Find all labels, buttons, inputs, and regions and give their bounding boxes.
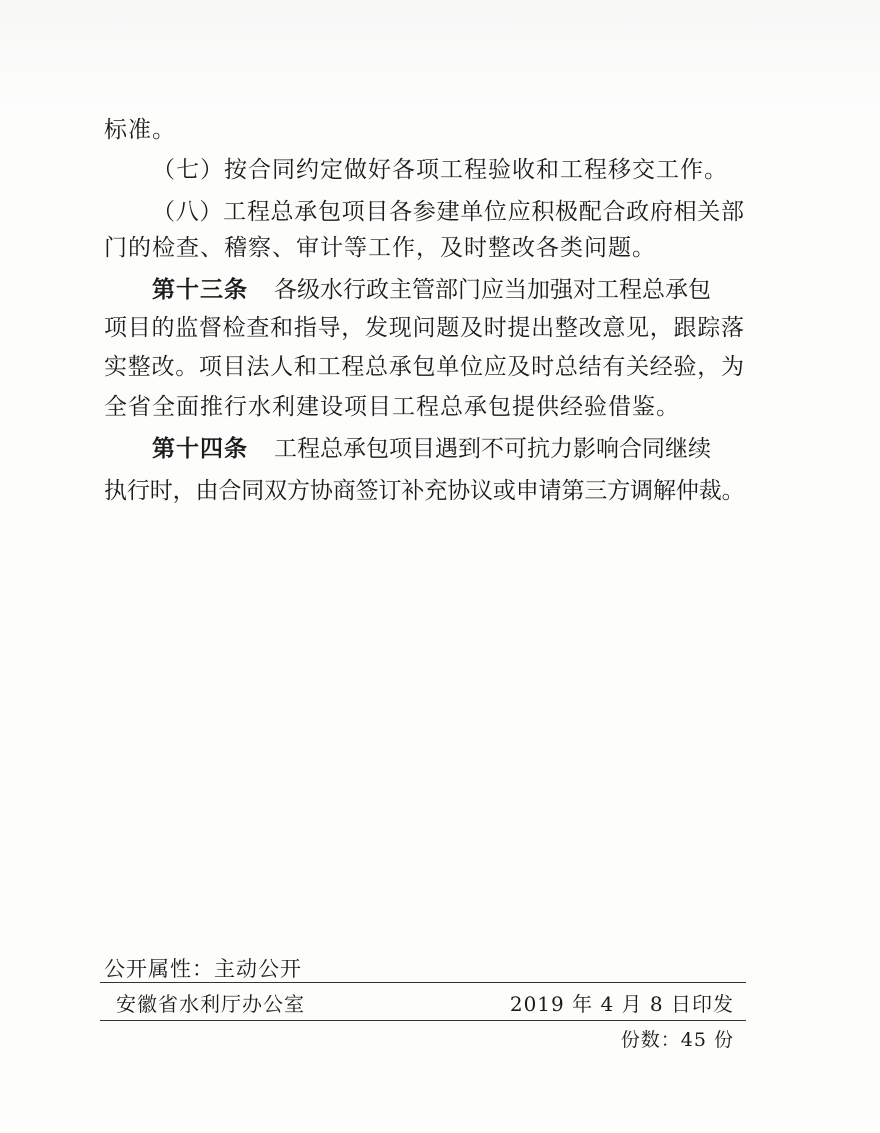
article-13-line-3: 实整改。项目法人和工程总承包单位应及时总结有关经验，为 [104, 354, 744, 380]
footer-bottom-rule [100, 1020, 746, 1021]
article-14-text: 工程总承包项目遇到不可抗力影响合同继续 [274, 436, 711, 462]
copy-count: 份数：45 份 [620, 1029, 734, 1051]
item-8-line-1: （八）工程总承包项目各参建单位应积极配合政府相关部 [152, 199, 744, 225]
article-13-line-2: 项目的监督检查和指导，发现问题及时提出整改意见，跟踪落 [104, 315, 744, 341]
issuing-office: 安徽省水利厅办公室 [116, 992, 305, 1016]
item-8-line-2: 门的检查、稽察、审计等工作，及时整改各类问题。 [104, 235, 656, 261]
article-13-text: 各级水行政主管部门应当加强对工程总承包 [274, 277, 711, 303]
issue-date: 2019 年 4 月 8 日印发 [509, 992, 734, 1016]
article-14-first-line [152, 434, 744, 464]
footer-top-rule [100, 982, 746, 983]
article-14-line-2: 执行时，由合同双方协商签订补充协议或申请第三方调解仲裁。 [104, 478, 744, 504]
disclosure-attribute: 公开属性：主动公开 [104, 957, 302, 981]
article-13-line-4: 全省全面推行水利建设项目工程总承包提供经验借鉴。 [104, 394, 680, 420]
article-13-heading: 第十三条 [152, 277, 248, 303]
item-7: （七）按合同约定做好各项工程验收和工程移交工作。 [152, 157, 728, 183]
article-13-first-line [152, 275, 744, 305]
body-text-line: 标准。 [104, 117, 176, 143]
article-14-heading: 第十四条 [152, 436, 248, 462]
